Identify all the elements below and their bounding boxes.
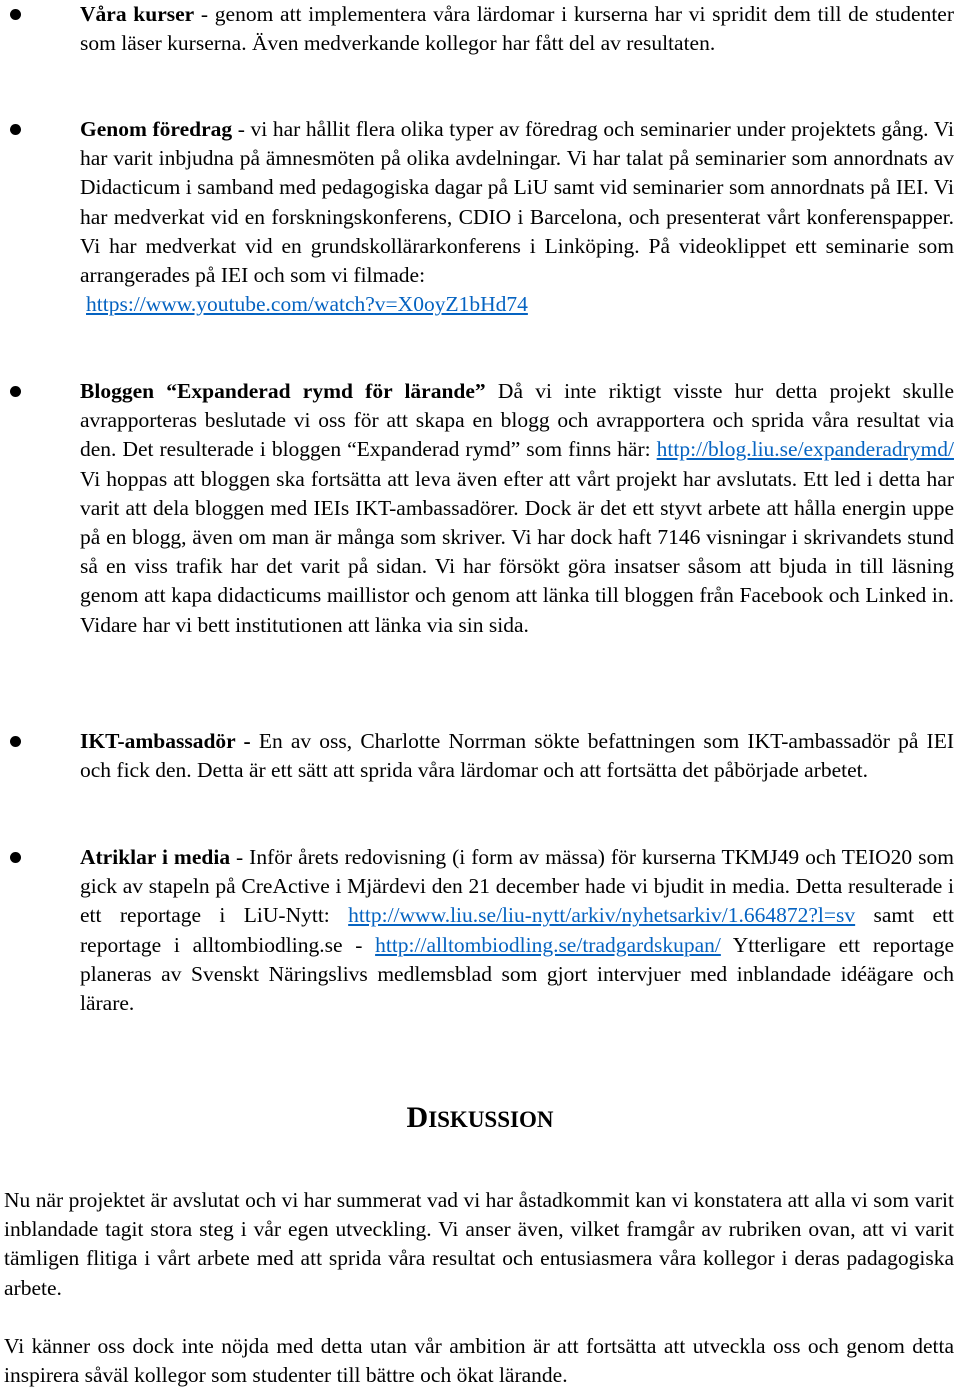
bullet-text: Då vi inte riktigt visste hur detta projekt skulle avrapporteras beslutade vi oss för att skapa en blogg och avrapportera och sprida våra resultat via den. Det resulterade i bloggen “Expanderad rymd” som finns här: bbox=[80, 379, 954, 462]
bullet-title: Atriklar i media bbox=[80, 845, 231, 869]
heading-first-letter: D bbox=[406, 1101, 429, 1134]
bullet-dot-icon bbox=[10, 852, 21, 863]
bullet-text-between-links: samt ett reportage i alltombiodling.se - bbox=[80, 903, 954, 957]
bullet-text: - genom att implementera våra lärdomar i kurserna har vi spridit dem till de studenter som läser kurserna. Även medverkande kollegor har fått del av resultaten. bbox=[80, 2, 954, 56]
youtube-link[interactable]: https://www.youtube.com/watch?v=X0oyZ1bHd74 bbox=[86, 292, 528, 317]
bullet-text: En av oss, Charlotte Norrman sökte befattningen som IKT-ambassadör på IEI och fick den. Detta är ett sätt att sprida våra lärdomar och att fortsätta det påbörjade arbetet. bbox=[80, 729, 954, 783]
bullet-dot-icon bbox=[10, 736, 21, 747]
bullet-dot-icon bbox=[10, 9, 21, 20]
section-heading-diskussion bbox=[0, 1098, 960, 1140]
alltombiodling-link[interactable]: http://alltombiodling.se/tradgardskupan/ bbox=[375, 932, 721, 957]
bullet-lead: Genom bbox=[80, 117, 153, 141]
bullet-item-ikt-ambassador bbox=[80, 727, 954, 785]
liu-nytt-link[interactable]: http://www.liu.se/liu-nytt/arkiv/nyhetsarkiv/1.664872?l=sv bbox=[348, 903, 856, 928]
bullet-dot-icon bbox=[10, 386, 21, 397]
blog-link[interactable]: http://blog.liu.se/expanderadrymd/ bbox=[656, 437, 954, 462]
bullet-item-foredrag bbox=[80, 115, 954, 319]
bullet-title: IKT-ambassadör - bbox=[80, 729, 251, 753]
heading-rest: ISKUSSION bbox=[428, 1107, 554, 1132]
bullet-item-bloggen bbox=[80, 377, 954, 640]
bullet-text-after-link: Vi hoppas att bloggen ska fortsätta att leva även efter att vårt projekt har avslutats. Ett led i detta har varit att dela bloggen med IEIs IKT-ambassadörer. Dock är det ett styvt arbete att hålla energin uppe på en blogg, även om man är många som skriver. Vi har dock haft 7146 visningar i skrivandets stund så en viss trafik har det varit på sidan. Vi har försökt göra insatser såsom att bjuda in till läsning genom att kapa didacticums maillistor och genom att länka till bloggen från Facebook och Linked in. Vidare har vi bett institutionen att länka via sin sida. bbox=[80, 466, 954, 637]
bullet-text: - Inför årets redovisning (i form av mässa) för kurserna TKMJ49 och TEIO20 som gick av stapeln på CreActive i Mjärdevi den 21 december hade vi bjudit in media. Detta resulterade i ett reportage i LiU-Nytt: bbox=[80, 845, 954, 928]
bullet-item-atriklar-i-media bbox=[80, 843, 954, 1018]
discussion-paragraph-1: Nu när projektet är avslutat och vi har summerat vad vi har åstadkommit kan vi konstatera att alla vi som varit inblandade tagit stora steg i vår egen utveckling. Vi anser även, vilket framgår av rubriken ovan, att vi varit tämligen flitiga i vårt arbete med att sprida våra resultat och entusiasmera våra kollegor i deras padagogiska arbete. bbox=[4, 1188, 954, 1300]
bullet-title: Bloggen “Expanderad rymd för lärande” bbox=[80, 379, 486, 403]
bullet-title: Våra kurser bbox=[80, 2, 195, 26]
bullet-item-vara-kurser bbox=[80, 0, 954, 58]
bullet-dot-icon bbox=[10, 124, 21, 135]
bullet-title: föredrag bbox=[152, 117, 233, 141]
bullet-text-after-link: Ytterligare ett reportage planeras av Svenskt Näringslivs medlemsblad som gjort intervjuer med inblandade idéägare och lärare. bbox=[80, 932, 954, 1016]
discussion-paragraph-2: Vi känner oss dock inte nöjda med detta utan vår ambition är att fortsätta att utveckla oss och genom detta inspirera såväl kollegor som studenter till bättre och ökat lärande. bbox=[4, 1334, 954, 1388]
bullet-text: - vi har hållit flera olika typer av föredrag och seminarier under projektets gång. Vi har varit inbjudna på ämnesmöten på olika avdelningar. Vi har talat på seminarier som annordnats av Didacticum i samband med pedagogiska dagar på LiU samt vid seminarier som annordnats på IEI. Vi har medverkat vid en forskningskonferens, CDIO i Barcelona, och presenterat vårt konferenspapper. Vi har medverkat vid en grundskollärarkonferens i Linköping. På videoklippet ett seminarie som arrangerades på IEI och som vi filmade: bbox=[80, 117, 954, 288]
